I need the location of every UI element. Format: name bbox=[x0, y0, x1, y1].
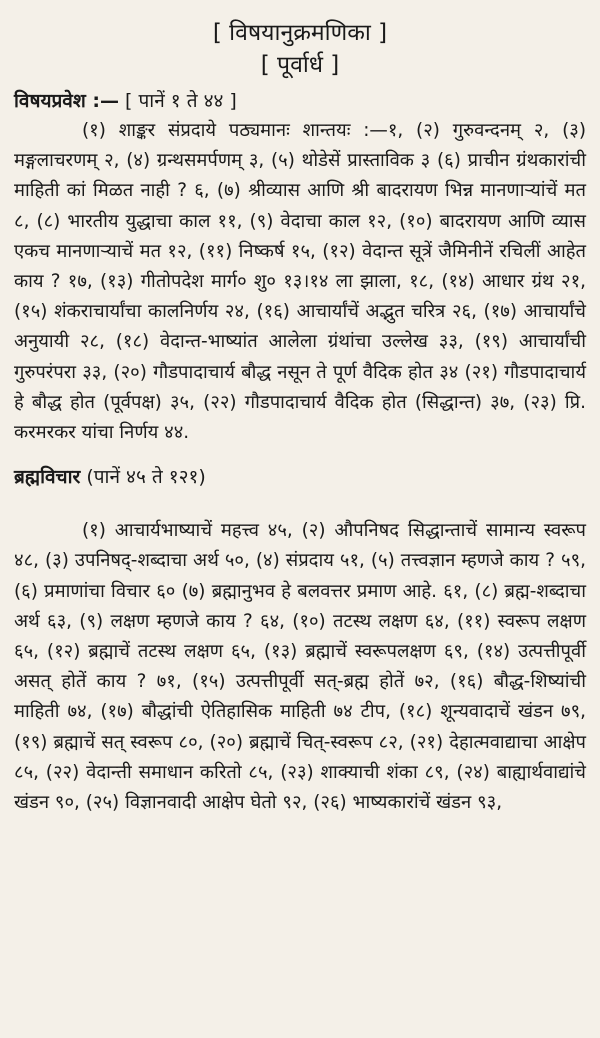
section-page-range: (पानें ४५ ते १२१) bbox=[80, 466, 206, 489]
section-page-range: [ पानें १ ते ४४ ] bbox=[119, 90, 237, 112]
section-body-brahmavichar: (१) आचार्यभाष्याचें महत्त्व ४५, (२) औपनिषद सिद्धान्ताचें सामान्य स्वरूप ४८, (३) उपनिषद्-शब्दाचा अर्थ ५०, (४) संप्रदाय ५१, (५) तत्त्वज्ञान म्हणजे काय ? ५९, (६) प्रमाणांचा विचार ६० (७) ब्रह्मानुभव हे बलवत्तर प्रमाण आहे. ६१, (८) ब्रह्म-शब्दाचा अर्थ ६३, (९) लक्षण म्हणजे काय ? ६४, (१०) तटस्थ लक्षण ६४, (११) स्वरूप लक्षण ६५, (१२) ब्रह्माचें तटस्थ लक्षण ६५, (१३) ब्रह्माचें स्वरूपलक्षण ६९, (१४) उत्पत्तीपूर्वी असत् होतें काय ? ७१, (१५) उत्पत्तीपूर्वी सत्-ब्रह्म होतें ७२, (१६) बौद्ध-शिष्यांची माहिती ७४, (१७) बौद्धांची ऐतिहासिक माहिती ७४ टीप, (१८) शून्यवादाचें खंडन ७९, (१९) ब्रह्माचें सत् स्वरूप ८०, (२०) ब्रह्माचें चित्-स्वरूप ८२, (२१) देहात्मवाद्याचा आक्षेप ८५, (२२) वेदान्ती समाधान करितो ८५, (२३) शाक्याची शंका ८९, (२४) बाह्यार्थवाद्यांचे खंडन ९०, (२५) विज्ञानवादी आक्षेप घेतो ९२, (२६) भाष्यकारांचें खंडन ९३, bbox=[14, 520, 586, 814]
section-title: विषयप्रवेश :— bbox=[14, 90, 119, 112]
section-heading-vishayapravesh bbox=[14, 86, 586, 116]
section-heading-brahmavichar bbox=[14, 462, 586, 492]
section-body-vishayapravesh: (१) शाङ्कर संप्रदाये पठ्यमानः शान्तयः :—१, (२) गुरुवन्दनम् २, (३) मङ्गलाचरणम् २, (४) ग्रन्थसमर्पणम् ३, (५) थोडेसें प्रास्ताविक ३ (६) प्राचीन ग्रंथकारांची माहिती कां मिळत नाही ? ६, (७) श्रीव्यास आणि श्री बादरायण भिन्न मानणाऱ्यांचें मत ८, (८) भारतीय युद्धाचा काल ११, (९) वेदाचा काल १२, (१०) बादरायण आणि व्यास एकच मानणाऱ्याचें मत १२, (११) निष्कर्ष १५, (१२) वेदान्त सूत्रें जैमिनीनें रचिलीं आहेत काय ? १७, (१३) गीतोपदेश मार्ग० शु० १३।१४ ला झाला, १८, (१४) आधार ग्रंथ २१, (१५) शंकराचार्यांचा कालनिर्णय २४, (१६) आचार्यांचें अद्भुत चरित्र २६, (१७) आचार्यांचे अनुयायी २८, (१८) वेदान्त-भाष्यांत आलेला ग्रंथांचा उल्लेख ३३, (१९) आचार्यांची गुरुपरंपरा ३३, (२०) गौडपादाचार्य बौद्ध नसून ते पूर्ण वैदिक होत ३४ (२१) गौडपादाचार्य हे बौद्ध होत (पूर्वपक्ष) ३५, (२२) गौडपादाचार्य वैदिक होत (सिद्धान्त) ३७, (२३) प्रि. करमरकर यांचा निर्णय ४४. bbox=[14, 120, 586, 444]
section-title: ब्रह्मविचार bbox=[14, 466, 81, 489]
page-title: [ विषयानुक्रमणिका ] bbox=[212, 20, 388, 46]
page-subtitle: [ पूर्वार्ध ] bbox=[260, 52, 340, 78]
